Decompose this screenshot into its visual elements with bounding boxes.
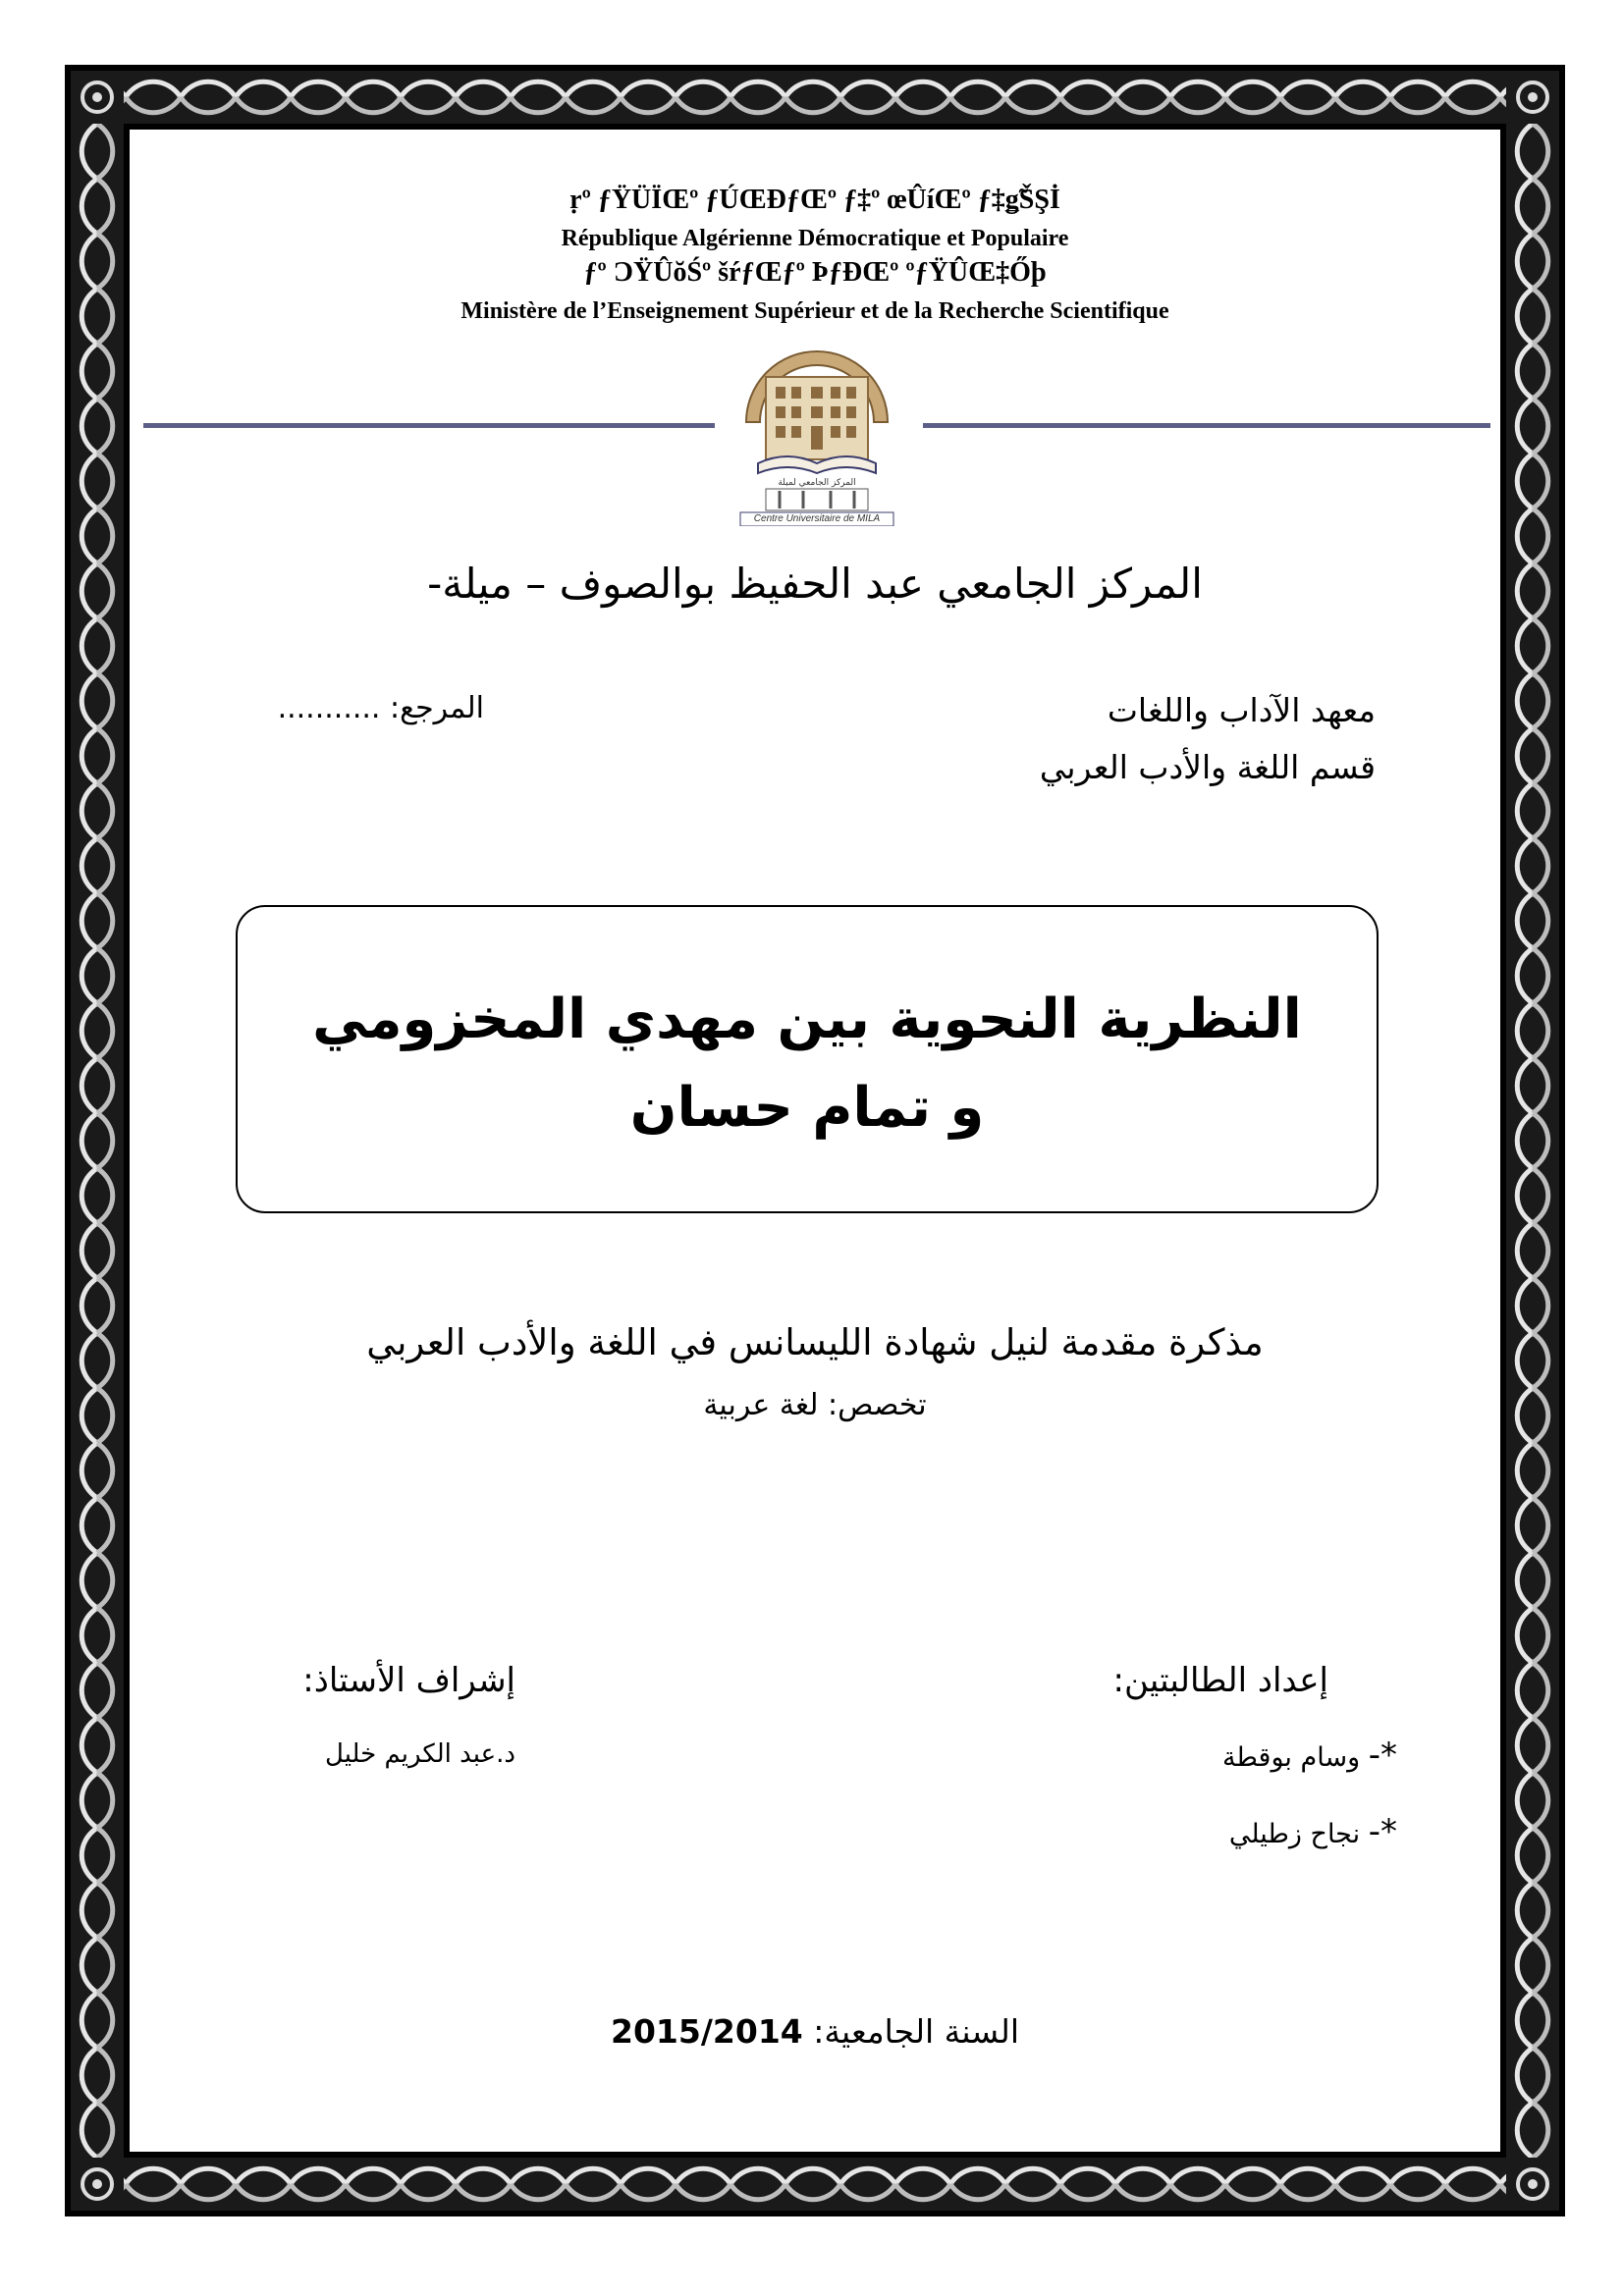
supervisor-label: إشراف الأستاذ: bbox=[302, 1661, 515, 1700]
corner-ornament-top-left bbox=[71, 71, 124, 124]
corner-ornament-bottom-right bbox=[1506, 2158, 1559, 2211]
memo-description: مذكرة مقدمة لنيل شهادة الليسانس في اللغة والأدب العربي bbox=[366, 1321, 1264, 1363]
student-name-text: وسام بوقطة bbox=[1221, 1742, 1361, 1773]
header-rule-left bbox=[143, 423, 715, 428]
institute-name: معهد الآداب واللغات bbox=[1107, 691, 1376, 729]
ministry-arabic-line: ƒº ƆŸÛŏŚº šŕƒŒƒº ÞƒÐŒº ºƒŸÛŒ‡Őþ bbox=[583, 257, 1047, 288]
corner-ornament-bottom-left bbox=[71, 2158, 124, 2211]
bullet-marker: *- bbox=[1368, 1735, 1397, 1775]
decorative-band-left bbox=[71, 124, 124, 2158]
specialty: تخصص: لغة عربية bbox=[703, 1388, 927, 1422]
bullet-marker: *- bbox=[1368, 1812, 1397, 1851]
logo-caption: Centre Universitaire de MILA bbox=[753, 513, 881, 524]
academic-year-label: السنة الجامعية: bbox=[813, 2012, 1019, 2051]
academic-year-value: 2015/2014 bbox=[611, 2012, 803, 2051]
student-name bbox=[1222, 1735, 1397, 1775]
academic-year bbox=[295, 2012, 1335, 2051]
decorative-band-right bbox=[1506, 124, 1559, 2158]
department-name: قسم اللغة والأدب العربي bbox=[1039, 748, 1376, 786]
logo-inner-text: المركز الجامعي لميلة bbox=[778, 478, 856, 488]
student-name-text: نجاح زطيلي bbox=[1228, 1819, 1361, 1849]
reference-field: المرجع: ........... bbox=[277, 691, 484, 725]
republic-arabic-line: ṛº ƒŸÜÏŒº ƒÚŒÐƒŒº ƒ‡º œÛíŒº ƒ‡ǥ̃ŠŞİ bbox=[569, 185, 1060, 215]
header-rule-right bbox=[923, 423, 1490, 428]
republic-french-line: République Algérienne Démocratique et Populaire bbox=[561, 226, 1069, 251]
center-name: المركز الجامعي عبد الحفيظ بوالصوف – ميلة- bbox=[427, 560, 1203, 608]
thesis-title-line2: و تمام حسان bbox=[629, 1076, 985, 1140]
thesis-title-box bbox=[236, 905, 1379, 1213]
prepared-by-label: إعداد الطالبتين: bbox=[1112, 1661, 1328, 1700]
student-name bbox=[1229, 1812, 1397, 1851]
decorative-band-top bbox=[71, 71, 1559, 124]
university-logo bbox=[729, 334, 905, 526]
corner-ornament-top-right bbox=[1506, 71, 1559, 124]
ministry-french-line: Ministère de l’Enseignement Supérieur et de la Recherche Scientifique bbox=[460, 298, 1169, 324]
supervisor-name: د.عبد الكريم خليل bbox=[325, 1739, 515, 1769]
thesis-title-line1: النظرية النحوية بين مهدي المخزومي bbox=[312, 988, 1302, 1051]
decorative-band-bottom bbox=[71, 2158, 1559, 2211]
